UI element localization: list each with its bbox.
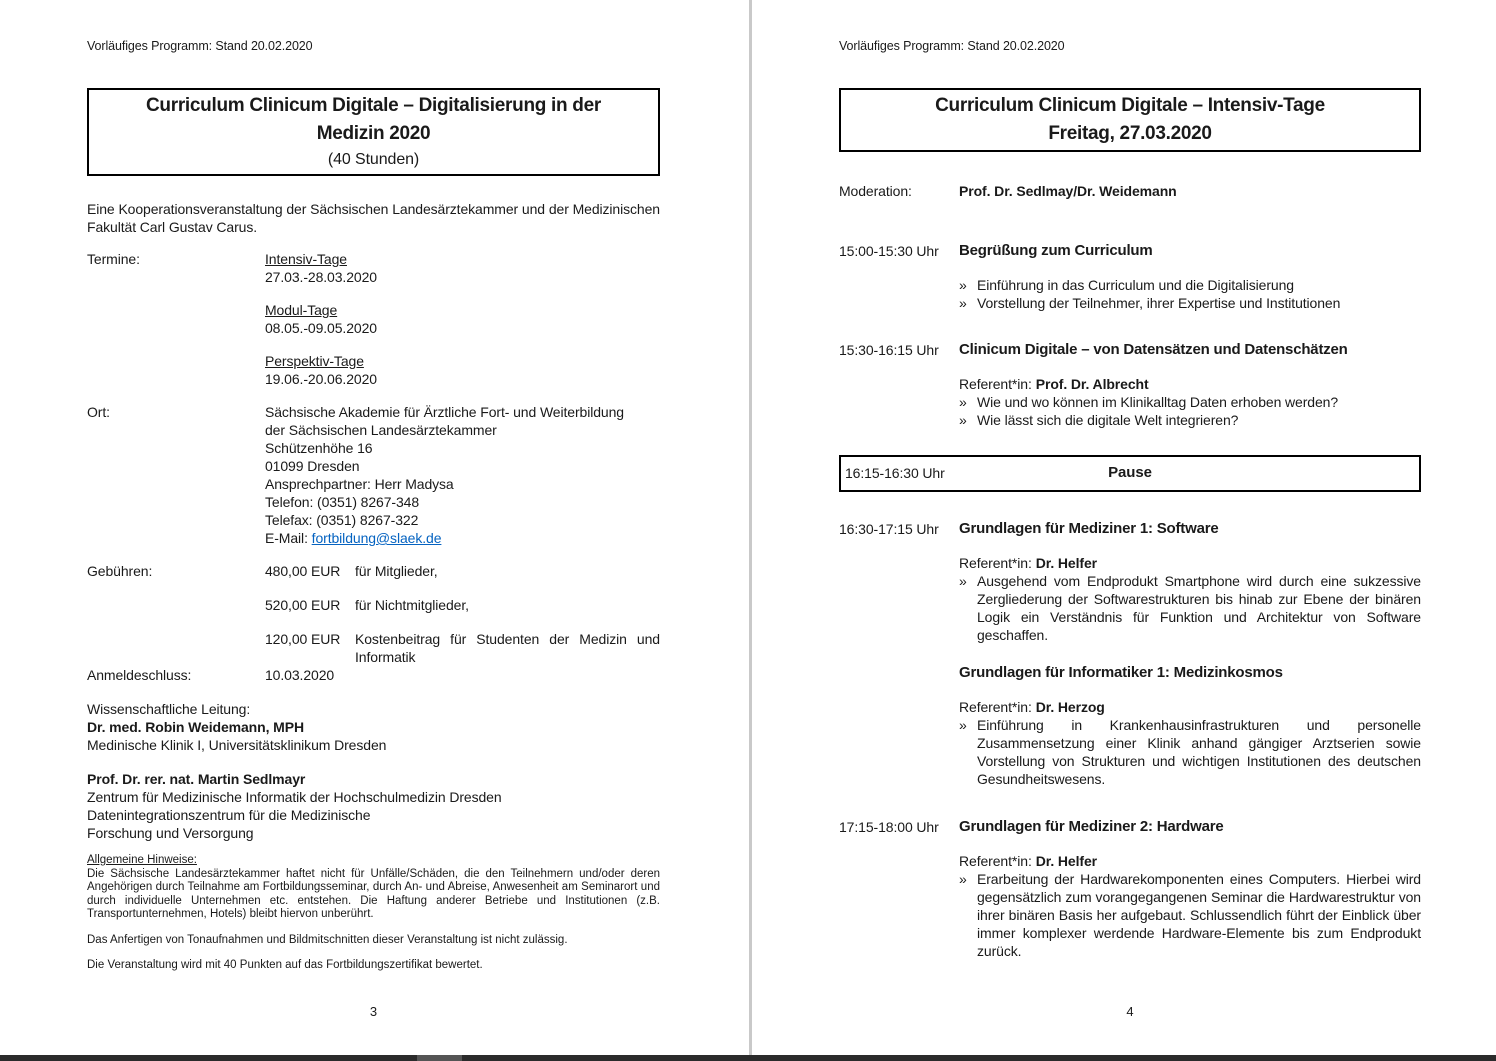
bullet-item [959,276,1421,294]
session-title: Clinicum Digitale – von Datensätzen und Datenschätzen [959,341,1348,358]
leitung-affiliation: Zentrum für Medizinische Informatik der Hochschulmedizin Dresden [87,789,502,805]
page-title: Curriculum Clinicum Digitale – Intensiv-Tage [935,95,1325,116]
session-time: 16:15-16:30 Uhr [845,465,945,481]
referent-name: Dr. Herzog [1035,699,1105,715]
bullet-item [959,294,1421,312]
leitung-name: Dr. med. Robin Weidemann, MPH [87,719,304,735]
pause-title: Pause [1108,464,1152,481]
page-title-line2: Freitag, 27.03.2020 [1048,123,1212,144]
leitung-affiliation: Forschung und Versorgung [87,825,254,841]
bullet-text: Vorstellung der Teilnehmer, ihrer Expertise und Institutionen [977,295,1341,311]
double-chevron-bullet-icon: » [959,871,967,887]
bullet-text: Wie und wo können im Klinikalltag Daten erhoben werden? [977,394,1339,410]
leitung-section-2 [87,770,660,842]
moderation-value: Prof. Dr. Sedlmay/Dr. Weidemann [959,183,1177,199]
bullet-list [959,276,1421,312]
session-content [959,520,1421,788]
fee-row [265,596,660,614]
double-chevron-bullet-icon: » [959,573,967,589]
ort-line: Schützenhöhe 16 [265,440,373,456]
page-number: 4 [1126,1004,1134,1019]
ort-label: Ort: [87,404,110,420]
double-chevron-bullet-icon: » [959,277,967,293]
bullet-text: Einführung in das Curriculum und die Digitalisierung [977,277,1294,293]
termine-date: 08.05.-09.05.2020 [265,320,377,336]
fee-amount: 520,00 EUR [265,597,341,613]
referent-line [959,852,1421,870]
leitung-affiliation: Datenintegrationszentrum für die Medizinische [87,807,371,823]
bullet-item [959,870,1421,960]
email-label: E-Mail: [265,530,308,546]
hinweise-heading: Allgemeine Hinweise: [87,854,197,866]
bullet-text: Erarbeitung der Hardwarekomponenten eines Computers. Hierbei wird gegensätzlich zum vorangegangenen Seminar die Hardwarestruktur von ihrer binären Basis her aufgebaut. Schlussendlich führt der Einblick über immer komplexer werdende Hardware-Elemente bis zum Endprodukt zurück. [977,871,1421,959]
termine-section [87,250,660,388]
allgemeine-hinweise [87,854,660,973]
termine-item [265,250,660,286]
termine-date: 27.03.-28.03.2020 [265,269,377,285]
ort-address [265,403,660,547]
referent-line [959,698,1421,716]
fee-row [265,630,660,666]
fees-list [265,562,660,666]
fee-description: Kostenbeitrag für Studenten der Medizin und Informatik [355,631,660,665]
fee-amount: 480,00 EUR [265,563,341,579]
page-title-line2: Medizin 2020 [316,123,431,144]
anmeldeschluss-date: 10.03.2020 [265,667,335,683]
session-begruessung [839,242,1421,312]
double-chevron-bullet-icon: » [959,412,967,428]
session-mediziner-hardware [839,818,1421,960]
termine-label: Termine: [87,251,140,267]
bullet-item [959,716,1421,788]
referent-label: Referent*in: [959,853,1032,869]
moderation-row [839,182,1421,200]
session-informatiker-medizinkosmos [959,664,1421,788]
hinweise-paragraph: Das Anfertigen von Tonaufnahmen und Bildmitschnitten dieser Veranstaltung ist nicht zulässig. [87,933,568,946]
session-title: Begrüßung zum Curriculum [959,242,1153,259]
termine-item [265,352,660,388]
referent-name: Dr. Helfer [1035,853,1097,869]
page-title: Curriculum Clinicum Digitale – Digitalisierung in der [146,95,601,116]
session-content [959,818,1421,960]
anmeldeschluss-row [87,666,660,684]
ort-line: Telefon: (0351) 8267-348 [265,494,420,510]
ort-line: der Sächsischen Landesärztekammer [265,422,497,438]
session-time: 15:30-16:15 Uhr [839,342,939,358]
page-3 [87,38,660,1019]
leitung-name: Prof. Dr. rer. nat. Martin Sedlmayr [87,771,306,787]
fee-description: für Mitglieder, [355,563,438,579]
scrollbar-thumb[interactable] [417,1055,462,1061]
bullet-text: Wie lässt sich die digitale Welt integrieren? [977,412,1239,428]
hinweise-paragraph: Die Veranstaltung wird mit 40 Punkten auf das Fortbildungszertifikat bewertet. [87,959,483,971]
fee-amount: 120,00 EUR [265,631,341,647]
gebuehren-label: Gebühren: [87,563,153,579]
ort-line: 01099 Dresden [265,458,360,474]
right-title-box [839,88,1421,152]
referent-name: Dr. Helfer [1035,555,1097,571]
ort-line: Ansprechpartner: Herr Madysa [265,476,454,492]
ort-email-line [265,529,660,547]
anmeldeschluss-label: Anmeldeschluss: [87,667,192,683]
document-status-line: Vorläufiges Programm: Stand 20.02.2020 [87,39,313,53]
termine-list [265,250,660,388]
termine-name: Modul-Tage [265,302,338,318]
gebuehren-section [87,562,660,666]
bullet-item [959,411,1421,429]
termine-date: 19.06.-20.06.2020 [265,371,377,387]
session-datensaetze [839,341,1421,429]
referent-label: Referent*in: [959,555,1032,571]
hinweise-paragraph: Die Sächsische Landesärztekammer haftet nicht für Unfälle/Schäden, die den Teilnehmern und/oder deren Angehörigen durch Teilnahme am Fortbildungsseminar, durch An- und Abreise, Anwesenheit am Seminarort und durch individuelle Unternehmen etc. entstehen. Die Haftung anderer Betriebe und Institutionen (z.B. Transportunternehmen, Hotels) bleibt hiervon unberührt. [87,867,660,920]
session-mediziner-software [839,520,1421,788]
double-chevron-bullet-icon: » [959,394,967,410]
termine-name: Perspektiv-Tage [265,353,364,369]
referent-label: Referent*in: [959,699,1032,715]
page-number: 3 [369,1004,378,1019]
page-divider [749,0,752,1055]
moderation-label: Moderation: [839,183,912,199]
leitung-heading: Wissenschaftliche Leitung: [87,701,251,717]
session-time: 16:30-17:15 Uhr [839,521,939,537]
fee-description: für Nichtmitglieder, [355,597,469,613]
page-4 [839,38,1421,1019]
ort-section [87,403,660,547]
referent-label: Referent*in: [959,376,1032,392]
session-time: 15:00-15:30 Uhr [839,243,939,259]
bullet-list [959,393,1421,429]
session-title: Grundlagen für Informatiker 1: Medizinkosmos [959,664,1283,681]
termine-item [265,301,660,337]
double-chevron-bullet-icon: » [959,295,967,311]
referent-line [959,554,1421,572]
bullet-item [959,572,1421,644]
left-title-box [87,88,660,176]
ort-line: Telefax: (0351) 8267-322 [265,512,419,528]
session-content [959,341,1421,429]
intro-paragraph: Eine Kooperationsveranstaltung der Sächsischen Landesärztekammer und der Medizinischen Fakultät Carl Gustav Carus. [87,201,660,235]
pause-box [839,455,1421,492]
referent-line [959,375,1421,393]
bullet-list [959,870,1421,960]
bullet-text: Einführung in Krankenhausinfrastrukturen und personelle Zusammensetzung einer Klinik anhand gängiger Arztserien sowie Vorstellung von Strukturen und wichtigen Institutionen des deutschen Gesundheitswesens. [977,717,1421,787]
document-status-line: Vorläufiges Programm: Stand 20.02.2020 [839,39,1065,53]
leitung-section [87,700,660,754]
session-time: 17:15-18:00 Uhr [839,819,939,835]
email-link[interactable]: fortbildung@slaek.de [311,530,442,546]
horizontal-scrollbar[interactable] [0,1055,1496,1061]
referent-name: Prof. Dr. Albrecht [1035,376,1149,392]
session-title: Grundlagen für Mediziner 2: Hardware [959,818,1224,835]
termine-name: Intensiv-Tage [265,251,347,267]
bullet-text: Ausgehend vom Endprodukt Smartphone wird durch eine sukzessive Zergliederung der Softwarestrukturen bis hinab zur Ebene der binären Logik ein Verständnis für Funktion und Architektur von Software geschaffen. [977,573,1421,643]
fee-row [265,562,660,580]
session-content [959,242,1421,312]
bullet-list [959,716,1421,788]
bullet-item [959,393,1421,411]
page-title-subtitle: (40 Stunden) [327,151,420,168]
bullet-list [959,572,1421,644]
session-title: Grundlagen für Mediziner 1: Software [959,520,1219,537]
double-chevron-bullet-icon: » [959,717,967,733]
leitung-affiliation: Medinische Klinik I, Universitätsklinikum Dresden [87,737,387,753]
ort-line: Sächsische Akademie für Ärztliche Fort- und Weiterbildung [265,404,624,420]
